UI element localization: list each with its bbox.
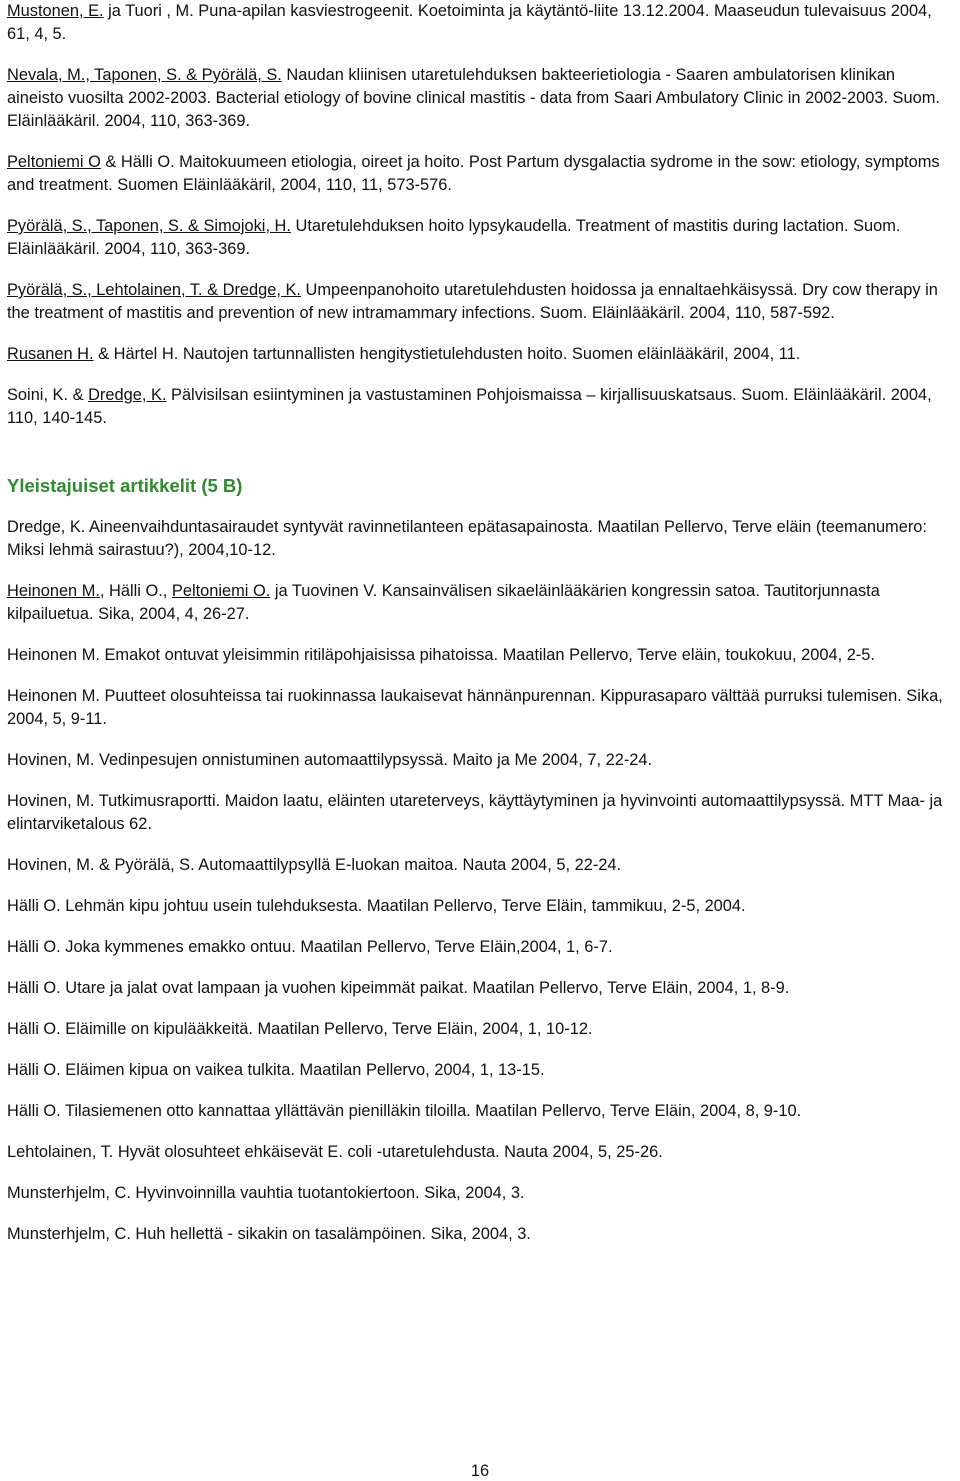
section-heading: Yleistajuiset artikkelit (5 B) bbox=[7, 475, 243, 496]
reference-entry bbox=[7, 854, 953, 877]
reference-text: ja Tuori , M. Puna-apilan kasviestrogeenit. Koetoiminta ja käytäntö-liite 13.12.2004. Maaseudun tulevaisuus 2004, 61, 4, 5. bbox=[7, 2, 932, 43]
reference-text: Naudan kliinisen utaretulehduksen bakteerietiologia - Saaren ambulatorisen klinikan aineisto vuosilta 2002-2003. Bacterial etiology of bovine clinical mastitis - data from Saari Ambulatory Clinic in 2002-2003. Suom. Eläinlääkäril. 2004, 110, 363-369. bbox=[7, 66, 940, 130]
reference-text: & Hälli O. Maitokuumeen etiologia, oireet ja hoito. Post Partum dysgalactia sydrome in the sow: etiology, symptoms and treatment. Suomen Eläinlääkäril, 2004, 110, 11, 573-576. bbox=[7, 153, 940, 194]
reference-text: Heinonen M. Emakot ontuvat yleisimmin ritiläpohjaisissa pihatoissa. Maatilan Pellervo, Terve eläin, toukokuu, 2004, 2-5. bbox=[7, 646, 875, 664]
reference-entry bbox=[7, 936, 953, 959]
reference-entry bbox=[7, 644, 953, 667]
reference-entry bbox=[7, 343, 953, 366]
reference-text: Hälli O. Utare ja jalat ovat lampaan ja vuohen kipeimmät paikat. Maatilan Pellervo, Terve Eläin, 2004, 1, 8-9. bbox=[7, 979, 790, 997]
reference-text: Lehtolainen, T. Hyvät olosuhteet ehkäisevät E. coli -utaretulehdusta. Nauta 2004, 5, 25-26. bbox=[7, 1143, 663, 1161]
reference-text: & Härtel H. Nautojen tartunnallisten hengitystietulehdusten hoito. Suomen eläinlääkäril, 2004, 11. bbox=[93, 345, 801, 363]
reference-text: Munsterhjelm, C. Hyvinvoinnilla vauhtia tuotantokiertoon. Sika, 2004, 3. bbox=[7, 1184, 525, 1202]
document-page bbox=[7, 0, 953, 1246]
reference-text: Hälli O. Joka kymmenes emakko ontuu. Maatilan Pellervo, Terve Eläin,2004, 1, 6-7. bbox=[7, 938, 613, 956]
reference-entry bbox=[7, 279, 953, 325]
reference-entry bbox=[7, 1182, 953, 1205]
reference-entry bbox=[7, 1141, 953, 1164]
reference-text: , Hälli O., bbox=[99, 582, 172, 600]
reference-list-popular bbox=[7, 516, 953, 1246]
reference-entry bbox=[7, 977, 953, 1000]
reference-text: Utaretulehduksen hoito lypsykaudella. Treatment of mastitis during lactation. Suom. Eläinlääkäril. 2004, 110, 363-369. bbox=[7, 217, 901, 258]
reference-text: ja Tuovinen V. Kansainvälisen sikaeläinlääkärien kongressin satoa. Tautitorjunnasta kilpailuetua. Sika, 2004, 4, 26-27. bbox=[7, 582, 880, 623]
reference-text: Munsterhjelm, C. Huh hellettä - sikakin on tasalämpöinen. Sika, 2004, 3. bbox=[7, 1225, 531, 1243]
reference-entry bbox=[7, 516, 953, 562]
reference-text: Hovinen, M. & Pyörälä, S. Automaattilypsyllä E-luokan maitoa. Nauta 2004, 5, 22-24. bbox=[7, 856, 622, 874]
reference-text: Pälvisilsan esiintyminen ja vastustaminen Pohjoismaissa – kirjallisuuskatsaus. Suom. Eläinlääkäril. 2004, 110, 140-145. bbox=[7, 386, 932, 427]
reference-text: Hovinen, M. Tutkimusraportti. Maidon laatu, eläinten utareterveys, käyttäytyminen ja hyvinvointi automaattilypsyssä. MTT Maa- ja elintarviketalous 62. bbox=[7, 792, 943, 833]
reference-entry bbox=[7, 895, 953, 918]
reference-entry bbox=[7, 1018, 953, 1041]
reference-entry bbox=[7, 215, 953, 261]
author-name: Rusanen H. bbox=[7, 345, 94, 363]
author-name: Peltoniemi O bbox=[7, 153, 101, 171]
author-name: Pyörälä, S., Lehtolainen, T. & Dredge, K. bbox=[7, 281, 301, 299]
reference-text: Heinonen M. Puutteet olosuhteissa tai ruokinnassa laukaisevat hännänpurennan. Kippurasaparo välttää purruksi tulemisen. Sika, 2004, 5, 9-11. bbox=[7, 687, 943, 728]
reference-entry bbox=[7, 685, 953, 731]
reference-entry bbox=[7, 1100, 953, 1123]
author-name: Peltoniemi O. bbox=[171, 582, 271, 600]
reference-list-scientific bbox=[7, 0, 953, 430]
reference-text: Hälli O. Lehmän kipu johtuu usein tulehduksesta. Maatilan Pellervo, Terve Eläin, tammikuu, 2-5, 2004. bbox=[7, 897, 746, 915]
author-name: Mustonen, E. bbox=[7, 2, 104, 20]
reference-entry bbox=[7, 384, 953, 430]
author-name: Dredge, K. bbox=[88, 386, 167, 404]
reference-entry bbox=[7, 1223, 953, 1246]
reference-text: Hovinen, M. Vedinpesujen onnistuminen automaattilypsyssä. Maito ja Me 2004, 7, 22-24. bbox=[7, 751, 653, 769]
reference-entry bbox=[7, 790, 953, 836]
reference-entry bbox=[7, 64, 953, 133]
reference-text: Hälli O. Eläimen kipua on vaikea tulkita. Maatilan Pellervo, 2004, 1, 13-15. bbox=[7, 1061, 545, 1079]
reference-text: Hälli O. Eläimille on kipulääkkeitä. Maatilan Pellervo, Terve Eläin, 2004, 1, 10-12. bbox=[7, 1020, 593, 1038]
reference-entry bbox=[7, 1059, 953, 1082]
reference-entry bbox=[7, 0, 953, 46]
page-number: 16 bbox=[470, 1462, 490, 1480]
reference-text: Umpeenpanohoito utaretulehdusten hoidossa ja ennaltaehkäisyssä. Dry cow therapy in the treatment of mastitis and prevention of new intramammary infections. Suom. Eläinlääkäril. 2004, 110, 587-592. bbox=[7, 281, 938, 322]
author-name: Pyörälä, S., Taponen, S. & Simojoki, H. bbox=[7, 217, 291, 235]
reference-entry bbox=[7, 749, 953, 772]
reference-entry bbox=[7, 580, 953, 626]
reference-text: Dredge, K. Aineenvaihduntasairaudet syntyvät ravinnetilanteen epätasapainosta. Maatilan Pellervo, Terve eläin (teemanumero: Miksi lehmä sairastuu?), 2004,10-12. bbox=[7, 518, 927, 559]
reference-text: Hälli O. Tilasiemenen otto kannattaa yllättävän pienilläkin tiloilla. Maatilan Pellervo, Terve Eläin, 2004, 8, 9-10. bbox=[7, 1102, 802, 1120]
reference-text: Soini, K. & bbox=[7, 386, 89, 404]
author-name: Nevala, M., Taponen, S. & Pyörälä, S. bbox=[7, 66, 282, 84]
reference-entry bbox=[7, 151, 953, 197]
author-name: Heinonen M. bbox=[7, 582, 100, 600]
